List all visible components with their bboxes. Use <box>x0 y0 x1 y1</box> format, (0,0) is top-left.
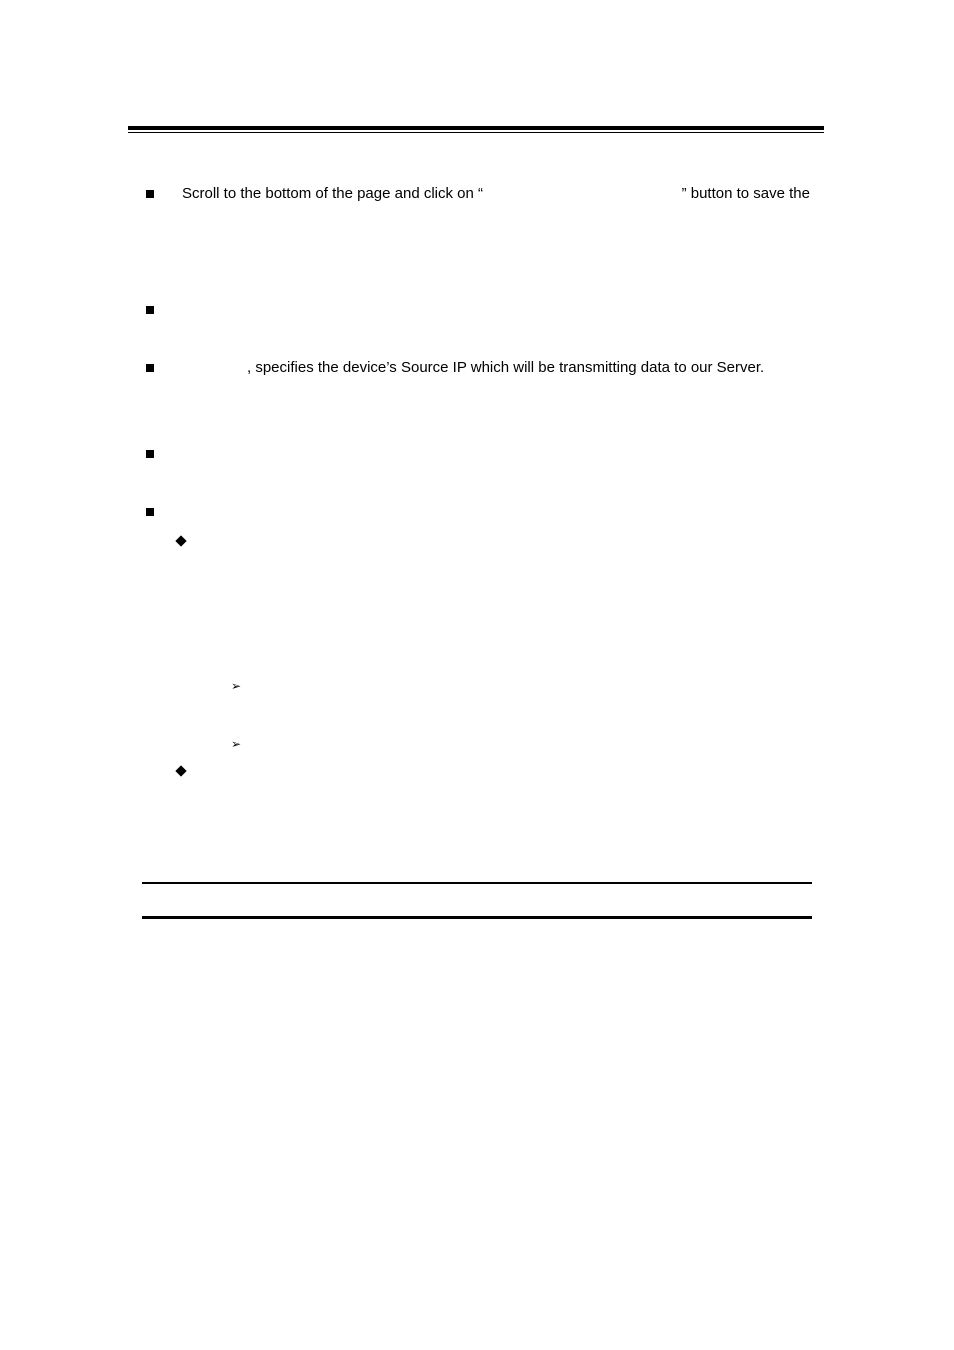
arrow-bullet-icon: ➢ <box>231 737 242 751</box>
diamond-bullet-icon <box>175 535 186 546</box>
square-bullet-icon <box>146 364 154 372</box>
diamond-bullet-icon <box>175 765 186 776</box>
arrow-bullet-icon: ➢ <box>231 679 242 693</box>
paragraph-save-instruction <box>182 185 810 203</box>
note-rule-top <box>142 882 812 884</box>
square-bullet-icon <box>146 508 154 516</box>
note-rule-bottom <box>142 916 812 919</box>
paragraph-text-after-quote: ” button to save the <box>681 185 810 202</box>
paragraph-source-ip <box>247 359 809 377</box>
header-rule-thin <box>128 132 824 133</box>
paragraph-text-before-quote: Scroll to the bottom of the page and click on “ <box>182 185 484 202</box>
paragraph-source-ip-text: , specifies the device’s Source IP which will be transmitting data to our Server. <box>247 359 765 376</box>
square-bullet-icon <box>146 190 154 198</box>
header-rule-thick <box>128 126 824 130</box>
square-bullet-icon <box>146 450 154 458</box>
square-bullet-icon <box>146 306 154 314</box>
